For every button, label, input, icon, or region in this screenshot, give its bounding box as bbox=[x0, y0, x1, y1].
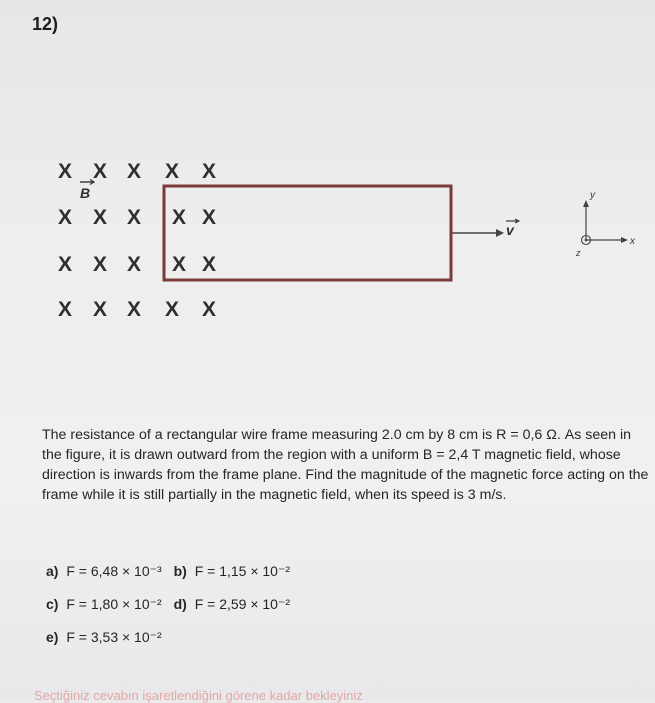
option-label: d) bbox=[173, 596, 187, 612]
field-cross: X bbox=[93, 206, 108, 229]
field-cross: X bbox=[165, 160, 180, 183]
field-cross: X bbox=[127, 206, 142, 229]
option-text: F = 1,80 × 10⁻² bbox=[66, 596, 162, 612]
option-text: F = 1,15 × 10⁻² bbox=[194, 563, 291, 579]
problem-statement: The resistance of a rectangular wire frame measuring 2.0 cm by 8 cm is R = 0,6 Ω. As seen in the figure, it is drawn outward from the region with a uniform B = 2,4 T magnetic field, whose direction is inwards from the frame plane. Find the magnitude of the magnetic force acting on the frame while it is still partially in the magnetic field, when its speed is 3 m/s. bbox=[42, 427, 649, 503]
pull-arrowhead bbox=[496, 229, 504, 237]
option-label: e) bbox=[46, 629, 59, 645]
footer-hint: Seçtiğiniz cevabın işaretlendiğini görene kadar bekleyiniz bbox=[34, 688, 363, 703]
option-label: b) bbox=[173, 563, 187, 579]
field-cross: X bbox=[58, 253, 73, 276]
option-text: F = 2,59 × 10⁻² bbox=[194, 596, 291, 612]
field-cross: X bbox=[93, 298, 108, 320]
option-c[interactable] bbox=[46, 596, 166, 612]
option-a[interactable] bbox=[46, 563, 166, 579]
answer-options bbox=[46, 560, 298, 659]
option-b[interactable] bbox=[174, 563, 294, 579]
option-label: a) bbox=[46, 563, 59, 579]
field-cross: X bbox=[58, 206, 73, 229]
field-cross: X bbox=[127, 253, 142, 276]
option-d[interactable] bbox=[174, 596, 294, 612]
options-row-2 bbox=[46, 593, 298, 626]
field-cross: X bbox=[202, 298, 217, 320]
question-number: 12) bbox=[32, 14, 59, 34]
coordinate-axes bbox=[575, 190, 636, 258]
field-cross: X bbox=[58, 298, 73, 320]
field-cross: X bbox=[172, 206, 187, 229]
field-cross: X bbox=[202, 160, 217, 183]
option-text: F = 6,48 × 10⁻³ bbox=[66, 563, 162, 579]
field-cross: X bbox=[165, 298, 180, 320]
options-row-3 bbox=[46, 626, 298, 659]
field-cross: X bbox=[202, 253, 217, 276]
option-text: F = 3,53 × 10⁻² bbox=[66, 629, 162, 645]
axis-label-x: x bbox=[630, 236, 635, 247]
option-e[interactable] bbox=[46, 629, 166, 645]
axis-label-y: y bbox=[590, 190, 595, 201]
axis-label-z: z bbox=[576, 248, 581, 258]
field-cross: X bbox=[127, 298, 142, 320]
velocity-label: v bbox=[506, 222, 514, 238]
option-label: c) bbox=[46, 596, 59, 612]
field-cross: X bbox=[58, 160, 73, 183]
options-row-1 bbox=[46, 560, 298, 593]
field-cross: X bbox=[202, 206, 217, 229]
field-cross: X bbox=[93, 253, 108, 276]
magnetic-field-figure bbox=[0, 150, 655, 320]
field-cross: X bbox=[93, 160, 108, 183]
field-label-b: B bbox=[80, 185, 91, 201]
field-cross: X bbox=[172, 253, 187, 276]
field-cross: X bbox=[127, 160, 142, 183]
